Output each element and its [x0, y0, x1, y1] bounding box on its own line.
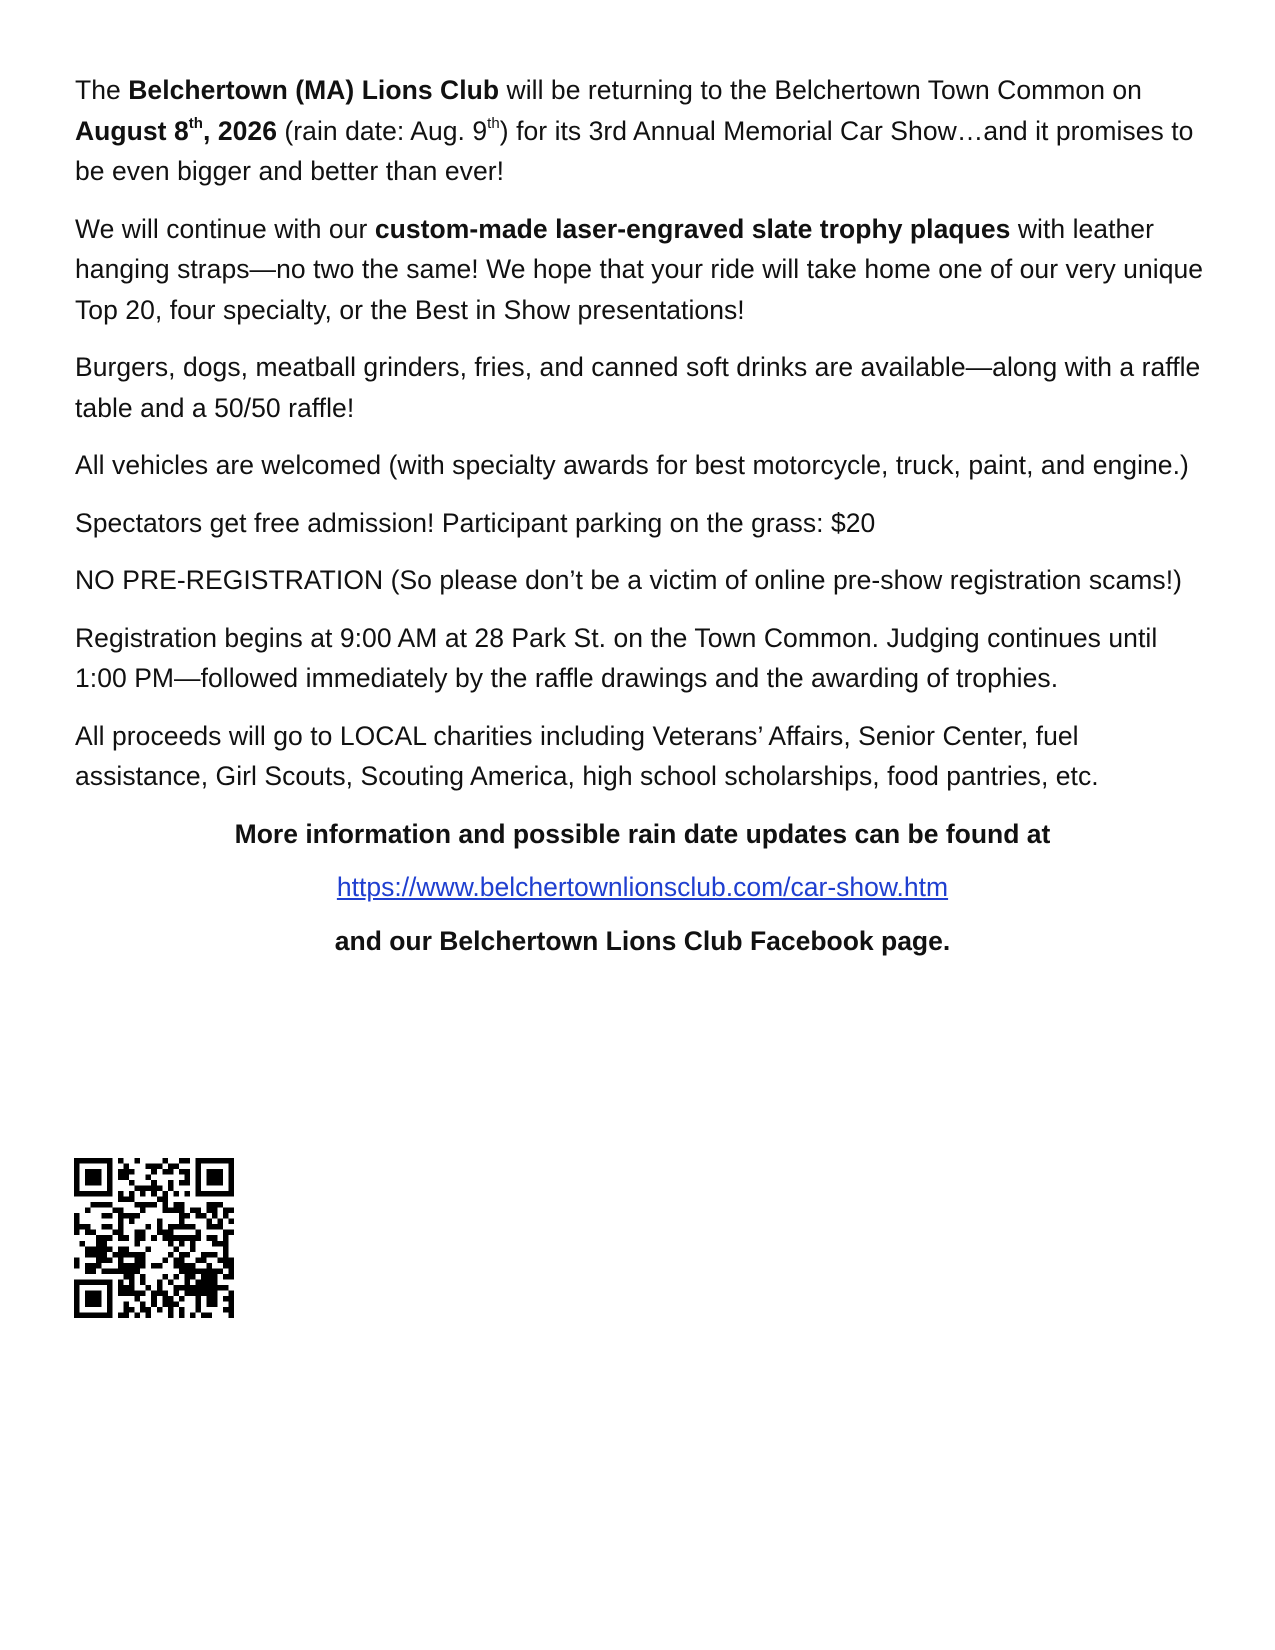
rain-date-text: (rain date: Aug. 9 [277, 115, 488, 146]
food-paragraph: Burgers, dogs, meatball grinders, fries, and canned soft drinks are available—along with a raffle table and a 50/50 raffle! [75, 352, 1201, 423]
trophy-paragraph [75, 209, 1210, 331]
schedule-paragraph: Registration begins at 9:00 AM at 28 Park St. on the Town Common. Judging continues until 1:00 PM—followed immediately by the raffle drawings and the awarding of trophies. [75, 622, 1158, 693]
intro-text-2: will be returning to the Belchertown Town Common on [499, 75, 1142, 105]
rain-date-suffix: th [487, 114, 500, 132]
event-date-day: August 8 [75, 115, 189, 146]
intro-paragraph [75, 70, 1210, 192]
intro-text-3: ) for its 3rd Annual Memorial Car Show…and it promises to be even bigger and better than ever! [75, 115, 1194, 186]
admission-paragraph: Spectators get free admission! Participant parking on the grass: $20 [75, 507, 876, 538]
car-show-link[interactable]: https://www.belchertownlionsclub.com/car-show.htm [336, 871, 949, 902]
facebook-note: and our Belchertown Lions Club Facebook page. [334, 925, 951, 956]
more-info-heading: More information and possible rain date updates can be found at [234, 818, 1051, 849]
vehicles-paragraph: All vehicles are welcomed (with specialty awards for best motorcycle, truck, paint, and engine.) [75, 450, 1189, 480]
event-date-year: , 2026 [203, 115, 278, 146]
registration-warning-paragraph: NO PRE-REGISTRATION (So please don’t be a victim of online pre-show registration scams!) [75, 565, 1182, 595]
intro-text-1: The [75, 75, 129, 105]
club-name: Belchertown (MA) Lions Club [128, 75, 500, 105]
event-date-suffix: th [188, 114, 204, 132]
trophy-text-2: with leather hanging straps—no two the same! We hope that your ride will take home one of our very unique Top 20, four specialty, or the Best in Show presentations! [75, 213, 1204, 325]
trophy-highlight: custom-made laser-engraved slate trophy plaques [374, 213, 1011, 244]
event-date [75, 116, 277, 146]
flyer-body [75, 70, 1210, 961]
qr-code-icon [74, 1158, 234, 1318]
trophy-text-1: We will continue with our [75, 213, 375, 244]
charities-paragraph: All proceeds will go to LOCAL charities including Veterans’ Affairs, Senior Center, fuel assistance, Girl Scouts, Scouting America, high school scholarships, food pantries, etc. [75, 720, 1099, 791]
